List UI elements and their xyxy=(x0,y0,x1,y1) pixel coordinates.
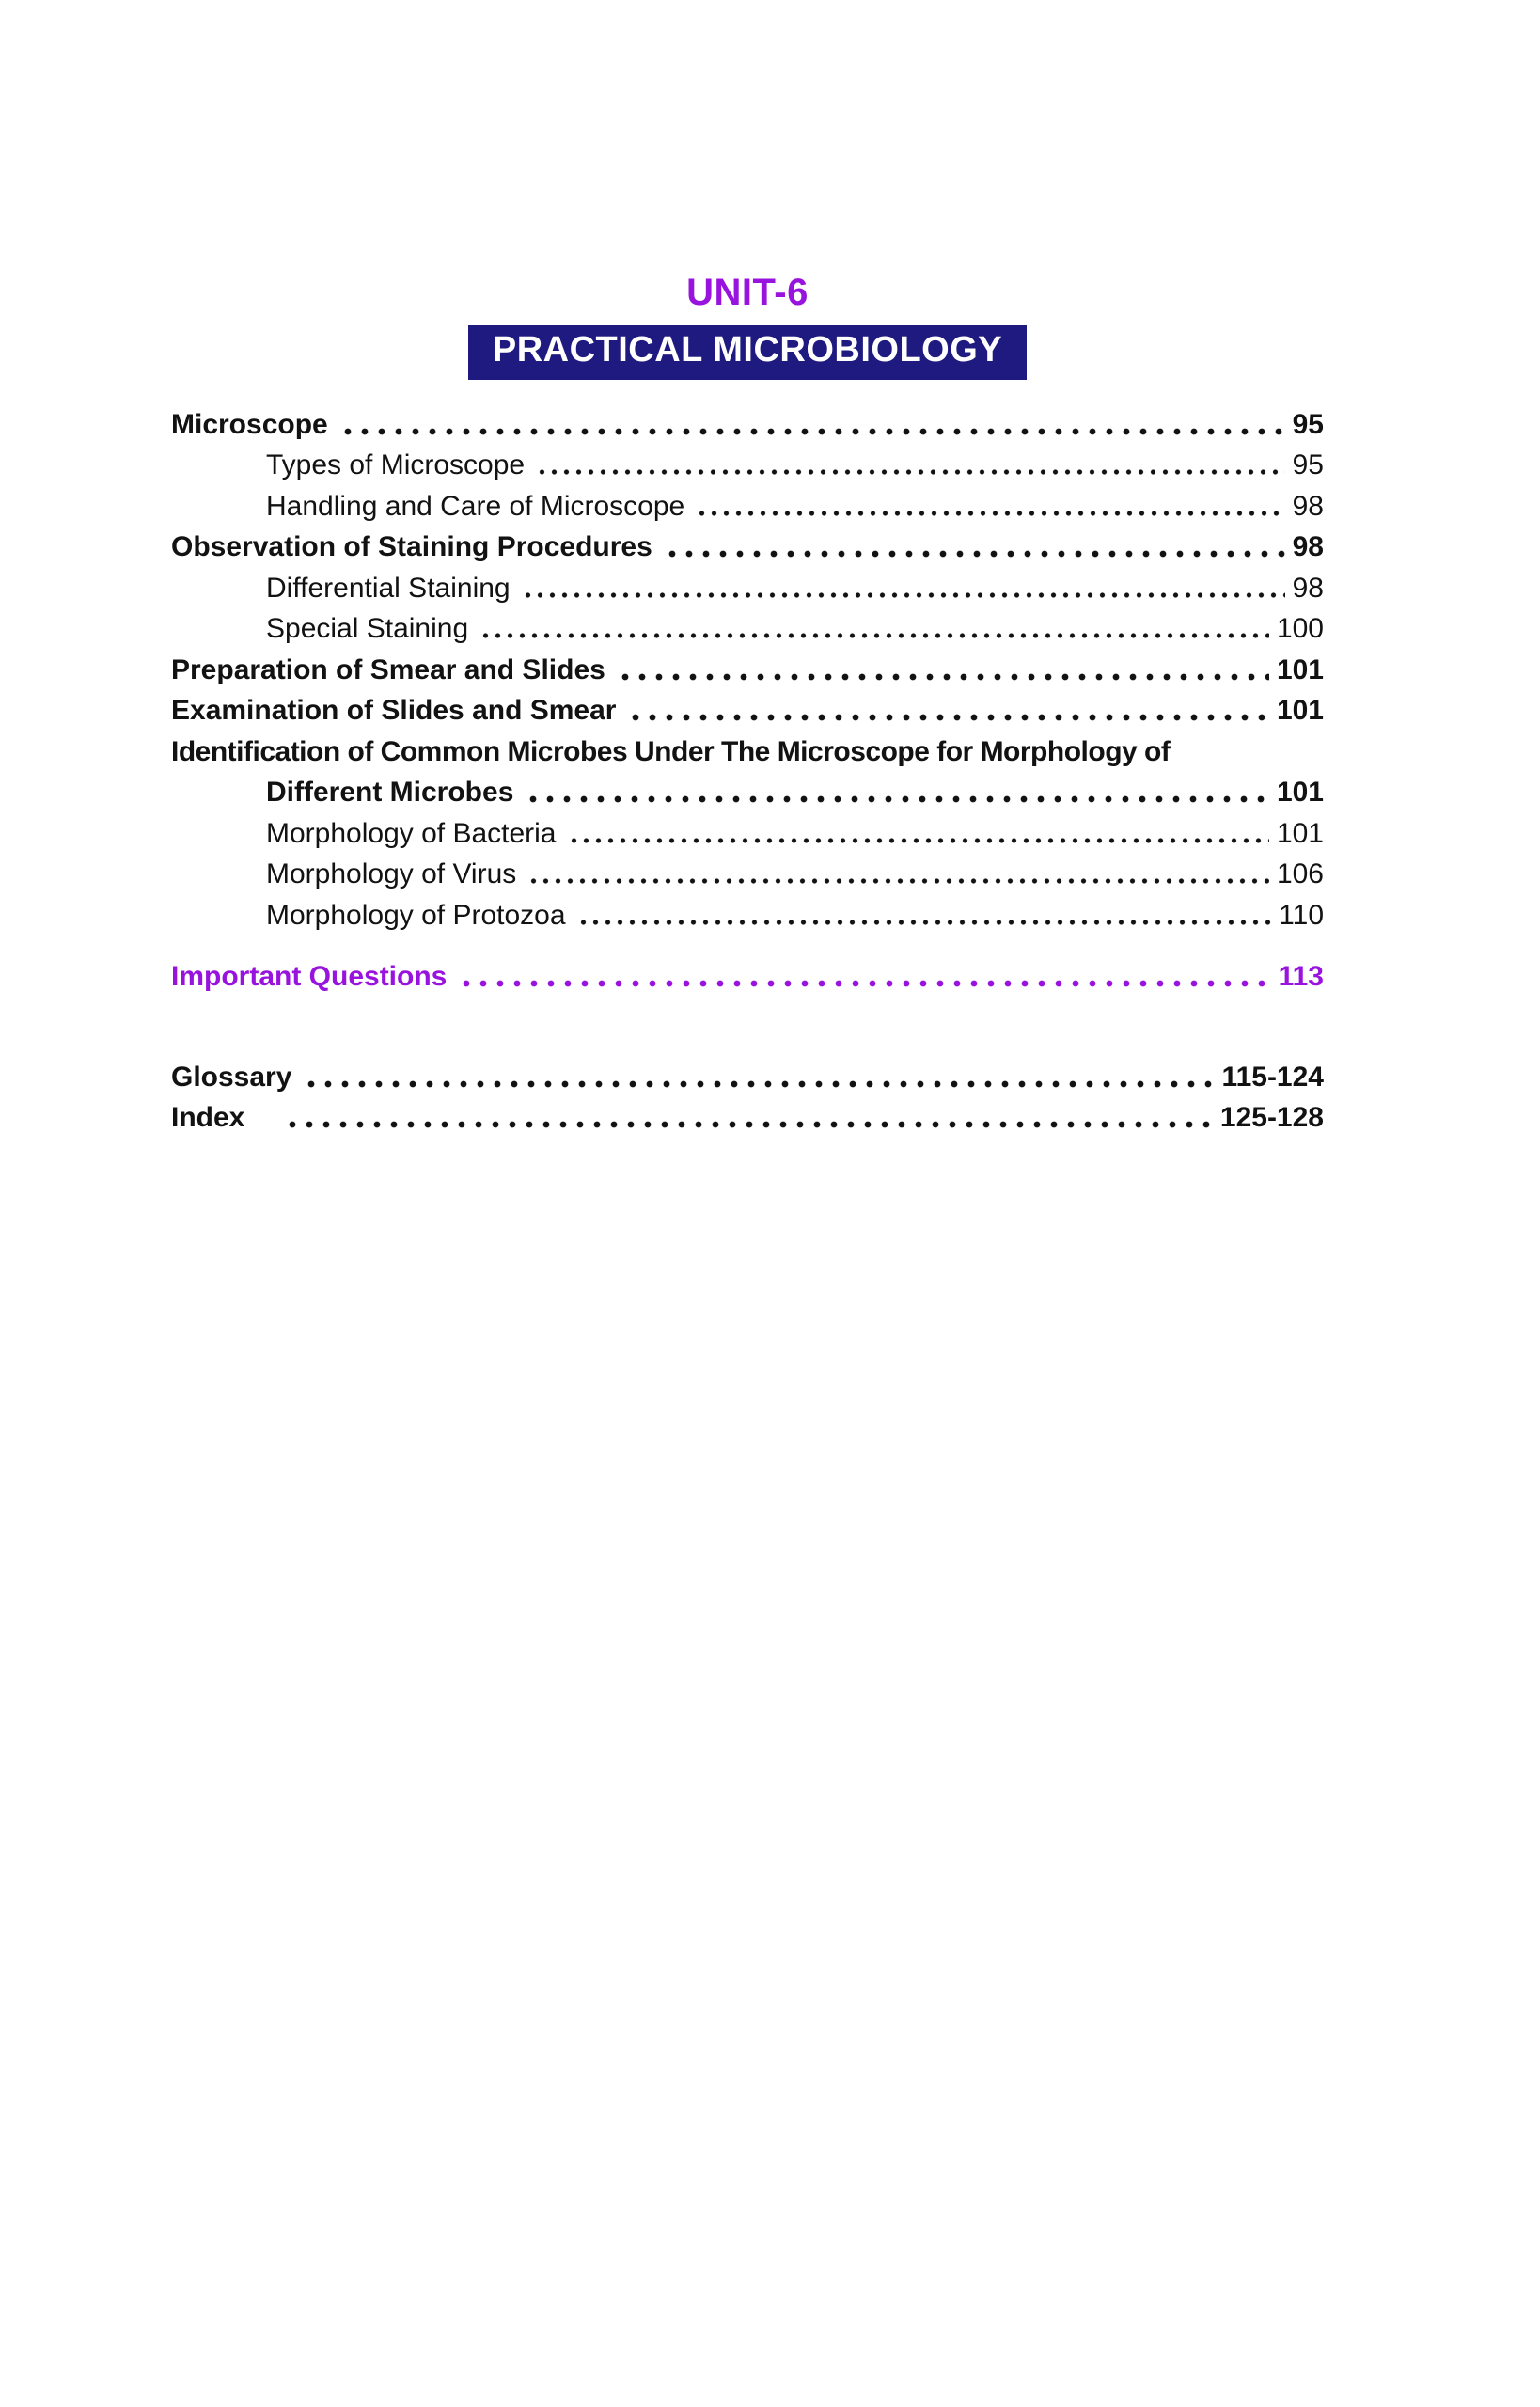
toc-entry-label: Identification of Common Microbes Under The Microscope for Morphology of xyxy=(171,735,1171,767)
dot-leader xyxy=(284,1121,1213,1128)
unit-label: UNIT-6 xyxy=(686,272,809,313)
toc-entry xyxy=(171,650,1324,691)
toc-entry-label: Index xyxy=(171,1102,245,1133)
toc-entry xyxy=(171,895,1324,936)
toc-entry-page: 106 xyxy=(1276,858,1324,889)
dot-leader xyxy=(303,1080,1214,1088)
toc-entry-page: 95 xyxy=(1292,408,1324,440)
toc-entry-page: 98 xyxy=(1292,490,1324,522)
toc-entry xyxy=(171,404,1324,446)
toc-entry xyxy=(171,732,1324,773)
toc-entry xyxy=(171,691,1324,732)
toc-entry-label: Special Staining xyxy=(266,613,469,644)
toc-entry xyxy=(171,1098,1324,1140)
toc-entry-page: 113 xyxy=(1278,961,1324,992)
toc-entry-label: Observation of Staining Procedures xyxy=(171,531,652,562)
toc-entry-page: 101 xyxy=(1276,817,1324,849)
toc-entry-label: Differential Staining xyxy=(266,572,511,604)
toc-entry xyxy=(171,957,1324,999)
unit-title-box xyxy=(468,325,1027,380)
dot-leader xyxy=(479,632,1269,639)
dot-leader xyxy=(577,919,1272,926)
toc-entry-page: 110 xyxy=(1279,899,1324,931)
toc-entry xyxy=(171,855,1324,896)
toc-entry-label: Morphology of Bacteria xyxy=(266,817,557,849)
toc-entry-label: Preparation of Smear and Slides xyxy=(171,653,605,685)
toc-entry-page: 101 xyxy=(1276,777,1324,808)
dot-leader xyxy=(522,591,1285,599)
dot-leader xyxy=(527,877,1269,885)
toc-entry xyxy=(171,813,1324,855)
toc-entry xyxy=(171,1057,1324,1098)
toc-entry-page: 101 xyxy=(1276,695,1324,726)
unit-title: PRACTICAL MICROBIOLOGY xyxy=(492,330,1003,370)
toc-entry-label: Important Questions xyxy=(171,961,448,992)
toc-list xyxy=(171,404,1324,998)
dot-leader xyxy=(617,673,1269,681)
toc-entry xyxy=(171,773,1324,814)
toc-entry xyxy=(171,446,1324,487)
dot-leader xyxy=(525,795,1269,803)
dot-leader xyxy=(664,550,1285,558)
toc-entry-page: 98 xyxy=(1292,531,1324,562)
toc-entry-label: Examination of Slides and Smear xyxy=(171,695,617,726)
toc-entry-page: 95 xyxy=(1292,449,1324,480)
toc-entry-page: 100 xyxy=(1276,613,1324,644)
toc-entry-page: 115-124 xyxy=(1221,1061,1324,1093)
dot-leader xyxy=(536,468,1285,476)
dot-leader xyxy=(568,837,1269,844)
toc-entry xyxy=(171,527,1324,569)
toc-entry-label: Types of Microscope xyxy=(266,449,526,480)
toc-entry xyxy=(171,486,1324,527)
unit-header xyxy=(171,271,1324,380)
toc-entry-label: Handling and Care of Microscope xyxy=(266,490,685,522)
toc-entry xyxy=(171,568,1324,609)
toc-entry-page: 98 xyxy=(1292,572,1324,604)
toc-entry-label: Different Microbes xyxy=(266,777,514,808)
toc-entry xyxy=(171,609,1324,651)
toc-entry-label: Morphology of Protozoa xyxy=(266,899,566,931)
dot-leader xyxy=(627,714,1268,721)
back-matter-list xyxy=(171,1057,1324,1139)
dot-leader xyxy=(696,510,1284,517)
toc-entry-label: Microscope xyxy=(171,408,328,440)
dot-leader xyxy=(458,980,1270,987)
toc-entry-label: Morphology of Virus xyxy=(266,858,517,889)
toc-entry-page: 125-128 xyxy=(1219,1102,1324,1133)
toc-entry-label: Glossary xyxy=(171,1061,292,1093)
toc-entry-page: 101 xyxy=(1276,653,1324,685)
dot-leader xyxy=(339,428,1285,435)
